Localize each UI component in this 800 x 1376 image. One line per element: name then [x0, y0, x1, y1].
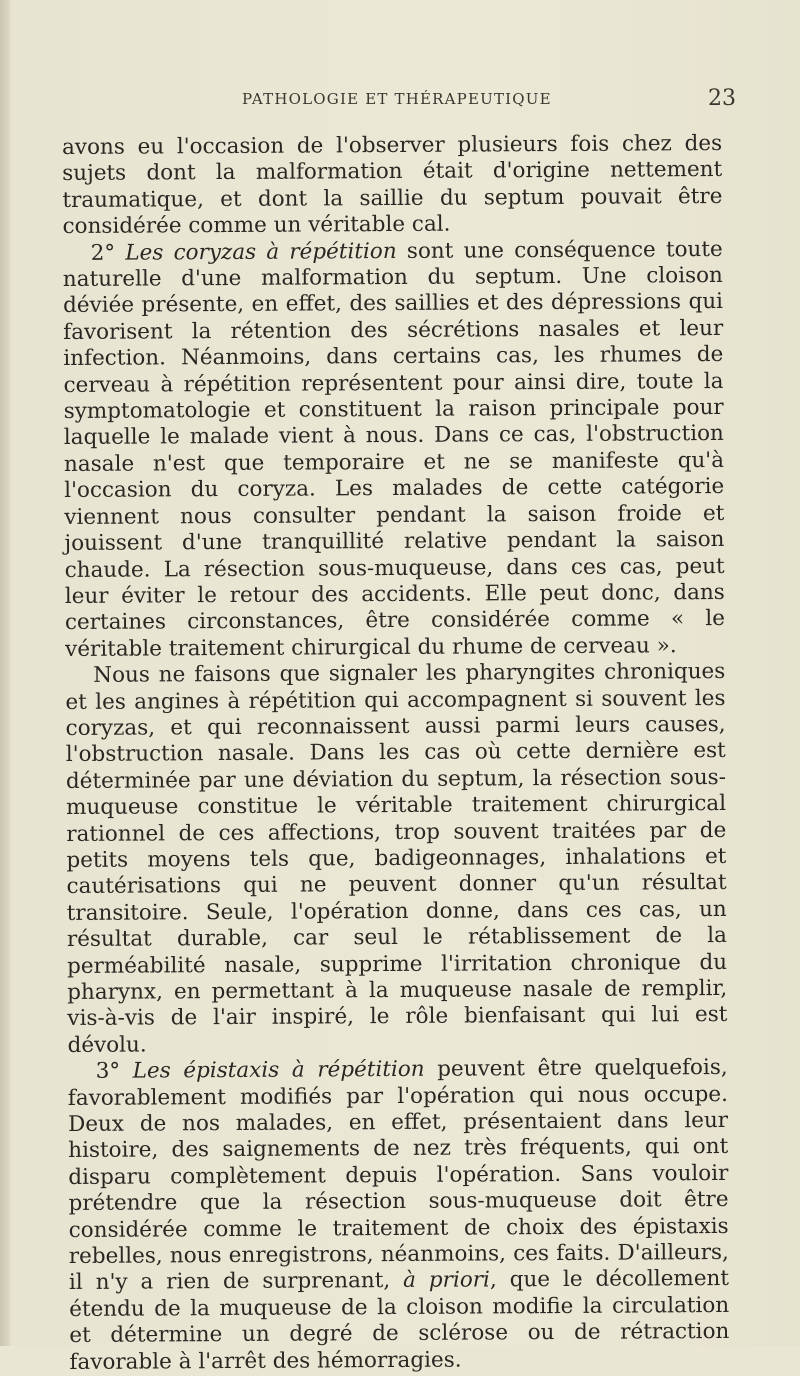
page-gutter-shadow: [0, 0, 10, 1346]
italic-a-priori: à priori: [403, 1267, 490, 1294]
body-text: [62, 131, 730, 1376]
text-segment: peuvent être quelquefois, favorablement modifiés par l'opération qui nous occupe. Deux de nos malades, en effet, présentaient dans leur histoire, des saignements de nez très fréquents, qui ont disparu complètement depuis l'opération. Sans vouloir prétendre que la résection sous-muqueuse doit être considérée comme le traitement de choix des épistaxis rebelles, nous enregistrons, néanmoins, ces faits. D'ailleurs, il n'y a rien de surprenant,: [67, 1055, 729, 1296]
italic-heading-epistaxis: Les épistaxis à répétition: [132, 1057, 425, 1084]
text-segment: , que le décollement étendu de la muqueuse de la cloison modifie la circulation et détermine un degré de sclérose ou de rétraction favorable à l'arrêt des hémorragies.: [69, 1266, 730, 1375]
section-number: 2°: [90, 240, 126, 266]
text-segment: Nous ne faisons que signaler les pharyngites chroniques et les angines à répétition qui accompagnent si souvent les coryzas, et qui reconnaissent aussi parmi leurs causes, l'obstruction nasale. Dans les cas où cette dernière est déterminée par une déviation du septum, la résection sous-muqueuse constitue le véritable traitement chirurgical rationnel de ces affections, trop souvent traitées par de petits moyens tels que, badigeonnages, inhalations et cautérisations qui ne peuvent donner qu'un résultat transitoire. Seule, l'opération donne, dans ces cas, un résultat durable, car seul le rétablissement de la perméabilité nasale, supprime l'irritation chronique du pharynx, en permettant à la muqueuse nasale de remplir, vis-à-vis de l'air inspiré, le rôle bienfaisant qui lui est dévolu.: [65, 659, 728, 1058]
paragraph-coryzas: [63, 237, 726, 664]
paragraph-epistaxis: [68, 1055, 730, 1376]
italic-heading-coryzas: Les coryzas à répétition: [125, 238, 397, 266]
paragraph-continuation: [62, 131, 723, 241]
paragraph-pharyngites: [65, 659, 727, 1059]
running-head: PATHOLOGIE ET THÉRAPEUTIQUE: [242, 90, 552, 108]
page-number: 23: [708, 86, 736, 111]
page-header: [62, 86, 736, 116]
section-number: 3°: [95, 1058, 133, 1085]
text-segment: sont une conséquence toute naturelle d'une malformation du septum. Une cloison déviée présente, en effet, des saillies et des dépressions qui favorisent la rétention des sécrétions nasales et leur infection. Néanmoins, dans certains cas, les rhumes de cerveau à répétition représentent pour ainsi dire, toute la symptomatologie et constituent la raison principale pour laquelle le malade vient à nous. Dans ce cas, l'obstruction nasale n'est que temporaire et ne se manifeste qu'à l'occasion du coryza. Les malades de cette catégorie viennent nous consulter pendant la saison froide et jouissent d'une tranquillité relative pendant la saison chaude. La résection sous-muqueuse, dans ces cas, peut leur éviter le retour des accidents. Elle peut donc, dans certaines circonstances, être considérée comme « le véritable traitement chirurgical du rhume de cerveau ».: [62, 236, 726, 662]
text-segment: avons eu l'occasion de l'observer plusieurs fois chez des sujets dont la malformation était d'origine nettement traumatique, et dont la saillie du septum pouvait être considérée comme un véritable cal.: [62, 130, 723, 240]
